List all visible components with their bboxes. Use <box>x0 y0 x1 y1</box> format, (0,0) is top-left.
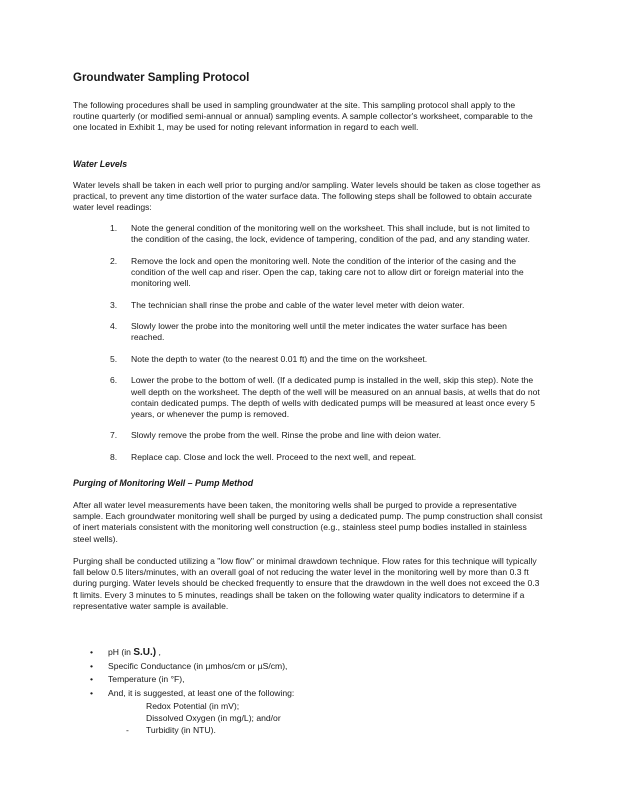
sub-indicator-redox: Redox Potential (in mV); <box>146 701 240 711</box>
bullet-icon: • <box>90 660 94 671</box>
step-text: Remove the lock and open the monitoring well. Note the condition of the interior of the casing and the condition of the well cap and riser. Open the cap, taking care not to allow dirt or foreign material into the monitoring well. <box>131 255 524 289</box>
bullet-icon: • <box>90 647 94 657</box>
step-item <box>110 300 542 311</box>
indicator-text: And, it is suggested, at least one of the following: <box>108 687 295 698</box>
indicator-item-ph <box>90 646 530 660</box>
step-number: 7. <box>110 430 118 441</box>
step-text: The technician shall rinse the probe and cable of the water level meter with deion water. <box>131 299 465 310</box>
intro-paragraph: The following procedures shall be used in sampling groundwater at the site. This sampling protocol shall apply to the routine quarterly (or modified semi-annual or annual) sampling events. A sample collector's worksheet, comparable to the one located in Exhibit 1, may be used for noting relevant information in regard to each well. <box>73 100 533 133</box>
water-level-steps <box>110 223 542 473</box>
indicator-text: Specific Conductance (in µmhos/cm or µS/cm), <box>108 660 288 671</box>
step-item <box>110 354 542 365</box>
sub-indicator-oxygen: Dissolved Oxygen (in mg/L); and/or <box>146 713 281 723</box>
purging-paragraph-1: After all water level measurements have been taken, the monitoring wells shall be purged to provide a representative sample. Each groundwater monitoring well shall be purged by using a dedicated pump. The pump construction shall consist of inert materials consistent with the monitoring well construction (e.g., stainless steel pump bodies installed in stainless steel wells). <box>73 500 543 544</box>
indicator-list <box>90 646 530 700</box>
bullet-icon: • <box>90 674 94 685</box>
step-text: Lower the probe to the bottom of well. (If a dedicated pump is installed in the well, skip this step). Note the well depth on the worksheet. The depth of the well will be measured on an annual basis, at wells that do not contain dedicated pumps. The depth of wells with dedicated pumps will be measured at least once every 5 years, or whenever the pump is removed. <box>131 375 540 419</box>
water-levels-heading: Water Levels <box>73 159 128 169</box>
indicator-ph-unit: S.U.) <box>133 647 157 658</box>
page-title: Groundwater Sampling Protocol <box>73 72 250 84</box>
step-item <box>110 256 542 290</box>
sub-indicator-dash: - <box>126 725 129 735</box>
indicator-item <box>90 687 530 701</box>
water-levels-intro: Water levels shall be taken in each well prior to purging and/or sampling. Water levels should be taken as close together as practical, to prevent any time distortion of the water surface data. The following steps shall be followed to obtain accurate water level readings: <box>73 180 541 213</box>
sub-indicator-turbidity: Turbidity (in NTU). <box>146 725 216 735</box>
step-item <box>110 375 542 420</box>
step-item <box>110 321 542 343</box>
step-number: 3. <box>110 299 118 310</box>
step-number: 8. <box>110 451 118 462</box>
indicator-item <box>90 660 530 674</box>
step-text: Note the depth to water (to the nearest 0.01 ft) and the time on the worksheet. <box>131 353 428 364</box>
indicator-ph-suffix: , <box>156 647 161 657</box>
step-text: Replace cap. Close and lock the well. Proceed to the next well, and repeat. <box>131 451 417 462</box>
purging-heading: Purging of Monitoring Well – Pump Method <box>73 478 254 488</box>
step-number: 6. <box>110 375 118 386</box>
indicator-text: Temperature (in °F), <box>108 674 185 685</box>
indicator-item <box>90 673 530 687</box>
step-text: Slowly lower the probe into the monitoring well until the meter indicates the water surface has been reached. <box>131 321 507 343</box>
step-number: 1. <box>110 223 118 233</box>
purging-paragraph-2: Purging shall be conducted utilizing a "low flow" or minimal drawdown technique. Flow rates for this technique will typically fall below 0.5 liters/minutes, with an overall goal of not reducing the water level in the monitoring well by more than 0.3 ft during purging. Water levels should be checked frequently to ensure that the drawdown in the well does not exceed the 0.3 ft limits. Every 3 minutes to 5 minutes, readings shall be taken on the following water quality indicators to determine if a representative water sample is available. <box>73 556 540 611</box>
step-number: 5. <box>110 353 118 364</box>
step-number: 4. <box>110 321 118 332</box>
step-item <box>110 430 542 441</box>
step-number: 2. <box>110 255 118 266</box>
step-item <box>110 223 542 245</box>
step-text: Slowly remove the probe from the well. Rinse the probe and line with deion water. <box>131 430 442 441</box>
indicator-ph-prefix: pH (in <box>108 647 134 657</box>
step-text: Note the general condition of the monitoring well on the worksheet. This shall include, but is not limited to the condition of the casing, the lock, evidence of tampering, condition of the pad, and any standing water. <box>131 223 530 245</box>
step-item <box>110 452 542 463</box>
bullet-icon: • <box>90 687 94 698</box>
